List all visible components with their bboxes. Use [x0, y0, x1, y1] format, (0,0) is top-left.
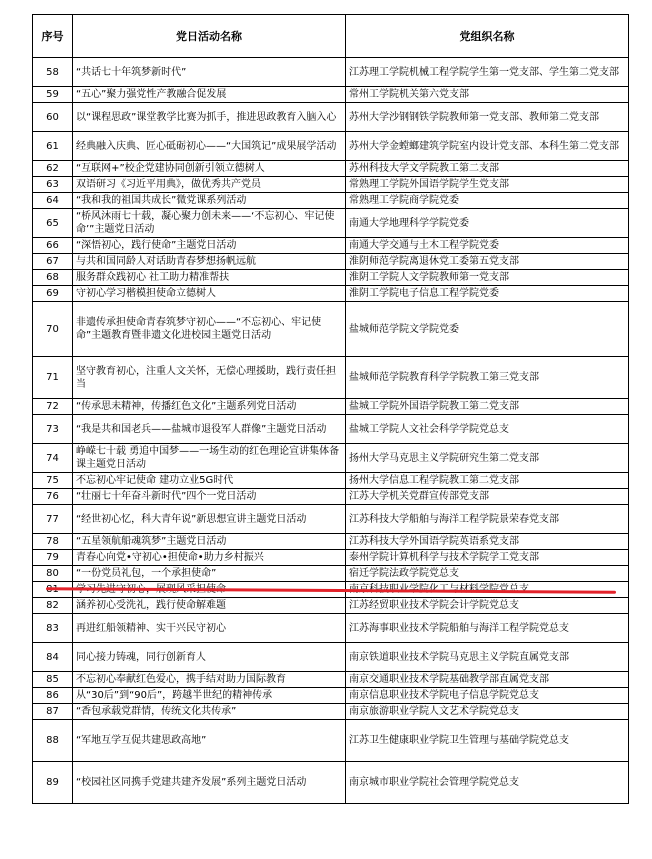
table-row	[33, 762, 629, 804]
activity-name-cell: “五星领航船魂筑梦”主题党日活动	[73, 534, 346, 550]
table-row	[33, 704, 629, 720]
table-row	[33, 566, 629, 582]
row-number: 80	[33, 566, 73, 582]
organization-name-cell: 江苏理工学院机械工程学院学生第一党支部、学生第二党支部	[346, 58, 629, 87]
organization-name-cell: 苏州大学金螳螂建筑学院室内设计党支部、本科生第二党支部	[346, 132, 629, 161]
row-number: 82	[33, 598, 73, 614]
organization-name-cell: 盐城师范学院教育科学学院教工第三党支部	[346, 357, 629, 399]
activity-name-cell: 守初心学习楷模担使命立德树人	[73, 286, 346, 302]
row-number: 66	[33, 238, 73, 254]
activity-name-cell: “校园社区同携手党建共建齐发展”系列主题党日活动	[73, 762, 346, 804]
header-activity-name: 党日活动名称	[73, 15, 346, 58]
table-row	[33, 489, 629, 505]
organization-name-cell: 常熟理工学院商学院党委	[346, 193, 629, 209]
activity-name-cell: 与共和国同龄人对话助青春梦想扬帆远航	[73, 254, 346, 270]
activity-name-cell: 峥嵘七十载 勇追中国梦——一场生动的红色理论宣讲集体备课主题党日活动	[73, 444, 346, 473]
row-number: 79	[33, 550, 73, 566]
row-number: 76	[33, 489, 73, 505]
row-number: 71	[33, 357, 73, 399]
activity-name-cell: “壮丽七十年奋斗新时代”四个一党日活动	[73, 489, 346, 505]
activity-name-cell: 涵养初心受洗礼，践行使命解难题	[73, 598, 346, 614]
row-number: 69	[33, 286, 73, 302]
table-row	[33, 238, 629, 254]
organization-name-cell: 江苏卫生健康职业学院卫生管理与基础学院党总支	[346, 720, 629, 762]
row-number: 65	[33, 209, 73, 238]
table-row	[33, 550, 629, 566]
organization-name-cell: 盐城工学院外国语学院教工第二党支部	[346, 399, 629, 415]
document-page	[32, 14, 628, 804]
activity-name-cell: “我是共和国老兵——盐城市退役军人群像”主题党日活动	[73, 415, 346, 444]
organization-name-cell: 淮阴工学院人文学院教师第一党支部	[346, 270, 629, 286]
table-row	[33, 672, 629, 688]
table-row	[33, 193, 629, 209]
organization-name-cell: 南京信息职业技术学院电子信息学院党总支	[346, 688, 629, 704]
table-row	[33, 302, 629, 357]
table-row	[33, 357, 629, 399]
table-body	[33, 58, 629, 804]
organization-name-cell: 扬州大学马克思主义学院研究生第二党支部	[346, 444, 629, 473]
activity-name-cell: “一份党员礼包，一个承担使命”	[73, 566, 346, 582]
organization-name-cell: 南通大学地理科学学院党委	[346, 209, 629, 238]
table-row	[33, 177, 629, 193]
table-row	[33, 161, 629, 177]
table-row	[33, 473, 629, 489]
table-header-row	[33, 15, 629, 58]
table-row	[33, 286, 629, 302]
organization-name-cell: 常州工学院机关第六党支部	[346, 87, 629, 103]
organization-name-cell: 常熟理工学院外国语学院学生党支部	[346, 177, 629, 193]
header-number: 序号	[33, 15, 73, 58]
row-number: 68	[33, 270, 73, 286]
activity-name-cell: 同心接力铸魂，同行创新育人	[73, 643, 346, 672]
activity-name-cell: 再进红船领精神、实干兴民守初心	[73, 614, 346, 643]
activity-name-cell: 从“30后”到“90后”，跨越半世纪的精神传承	[73, 688, 346, 704]
table-row	[33, 505, 629, 534]
row-number: 59	[33, 87, 73, 103]
row-number: 63	[33, 177, 73, 193]
organization-name-cell: 江苏科技大学船舶与海洋工程学院景荣春党支部	[346, 505, 629, 534]
organization-name-cell: 南京城市职业学院社会管理学院党总支	[346, 762, 629, 804]
header-organization-name: 党组织名称	[346, 15, 629, 58]
row-number: 67	[33, 254, 73, 270]
row-number: 75	[33, 473, 73, 489]
row-number: 86	[33, 688, 73, 704]
row-number: 87	[33, 704, 73, 720]
row-number: 78	[33, 534, 73, 550]
activity-name-cell: “深悟初心，践行使命”主题党日活动	[73, 238, 346, 254]
table-row	[33, 614, 629, 643]
organization-name-cell: 淮阴工学院电子信息工程学院党委	[346, 286, 629, 302]
activity-name-cell: 不忘初心奉献红色爱心，携手结对助力国际教育	[73, 672, 346, 688]
row-number: 61	[33, 132, 73, 161]
party-activity-table	[32, 14, 629, 804]
organization-name-cell: 扬州大学信息工程学院教工第二党支部	[346, 473, 629, 489]
organization-name-cell: 苏州科技大学文学院教工第二支部	[346, 161, 629, 177]
table-row	[33, 643, 629, 672]
activity-name-cell: “我和我的祖国共成长”微党课系列活动	[73, 193, 346, 209]
table-row	[33, 209, 629, 238]
row-number: 83	[33, 614, 73, 643]
row-number: 74	[33, 444, 73, 473]
row-number: 84	[33, 643, 73, 672]
row-number: 58	[33, 58, 73, 87]
row-number: 70	[33, 302, 73, 357]
table-row	[33, 58, 629, 87]
organization-name-cell: 南京铁道职业技术学院马克思主义学院直属党支部	[346, 643, 629, 672]
activity-name-cell: “共话七十年筑梦新时代”	[73, 58, 346, 87]
organization-name-cell: 南京旅游职业学院人文艺术学院党总支	[346, 704, 629, 720]
table-row	[33, 415, 629, 444]
table-row	[33, 444, 629, 473]
row-number: 64	[33, 193, 73, 209]
organization-name-cell: 江苏大学机关党群宣传部党支部	[346, 489, 629, 505]
activity-name-cell: 不忘初心牢记使命 建功立业5G时代	[73, 473, 346, 489]
row-number: 73	[33, 415, 73, 444]
row-number: 85	[33, 672, 73, 688]
row-number: 77	[33, 505, 73, 534]
activity-name-cell: “香包承载党群情，传统文化共传承”	[73, 704, 346, 720]
table-row	[33, 534, 629, 550]
activity-name-cell: “五心”聚力强党性产教融合促发展	[73, 87, 346, 103]
row-number: 62	[33, 161, 73, 177]
organization-name-cell: 盐城师范学院文学院党委	[346, 302, 629, 357]
table-row	[33, 598, 629, 614]
organization-name-cell: 江苏科技大学外国语学院英语系党支部	[346, 534, 629, 550]
table-row	[33, 270, 629, 286]
table-row	[33, 399, 629, 415]
organization-name-cell: 江苏经贸职业技术学院会计学院党总支	[346, 598, 629, 614]
activity-name-cell: “传承思未精神，传播红色文化”主题系列党日活动	[73, 399, 346, 415]
organization-name-cell: 南通大学交通与土木工程学院党委	[346, 238, 629, 254]
activity-name-cell: 坚守教育初心，注重人文关怀，无偿心理援助，践行责任担当	[73, 357, 346, 399]
organization-name-cell: 苏州大学沙钢钢铁学院教师第一党支部、教师第二党支部	[346, 103, 629, 132]
organization-name-cell: 宿迁学院法政学院党总支	[346, 566, 629, 582]
organization-name-cell: 盐城工学院人文社会科学学院党总支	[346, 415, 629, 444]
activity-name-cell: 经典融入庆典、匠心砥砺初心——“大国筑记”成果展学活动	[73, 132, 346, 161]
table-row	[33, 103, 629, 132]
organization-name-cell: 南京交通职业技术学院基础教学部直属党支部	[346, 672, 629, 688]
table-row	[33, 87, 629, 103]
activity-name-cell: “军地互学互促共建思政高地”	[73, 720, 346, 762]
row-number: 72	[33, 399, 73, 415]
organization-name-cell: 淮阴师范学院离退休党工委第五党支部	[346, 254, 629, 270]
table-row	[33, 132, 629, 161]
activity-name-cell: 以“课程思政”课堂教学比赛为抓手，推进思政教育入脑入心	[73, 103, 346, 132]
organization-name-cell: 泰州学院计算机科学与技术学院学工党支部	[346, 550, 629, 566]
activity-name-cell: “桥风沐雨七十载，凝心聚力创未来——‘不忘初心、牢记使命’”主题党日活动	[73, 209, 346, 238]
activity-name-cell: 非遗传承担使命青春筑梦守初心——“不忘初心、牢记使命”主题教育暨非遗文化进校园主题党日活动	[73, 302, 346, 357]
activity-name-cell: “经世初心忆，科大青年说”新思想宣讲主题党日活动	[73, 505, 346, 534]
table-row	[33, 688, 629, 704]
row-number: 60	[33, 103, 73, 132]
organization-name-cell: 江苏海事职业技术学院船舶与海洋工程学院党总支	[346, 614, 629, 643]
activity-name-cell: 服务群众践初心 社工助力精准帮扶	[73, 270, 346, 286]
table-row	[33, 720, 629, 762]
activity-name-cell: 青春心向党•守初心•担使命•助力乡村振兴	[73, 550, 346, 566]
row-number: 88	[33, 720, 73, 762]
table-row	[33, 254, 629, 270]
activity-name-cell: 双语研习《习近平用典》，做优秀共产党员	[73, 177, 346, 193]
row-number: 89	[33, 762, 73, 804]
activity-name-cell: “互联网+”校企党建协同创新引领立德树人	[73, 161, 346, 177]
